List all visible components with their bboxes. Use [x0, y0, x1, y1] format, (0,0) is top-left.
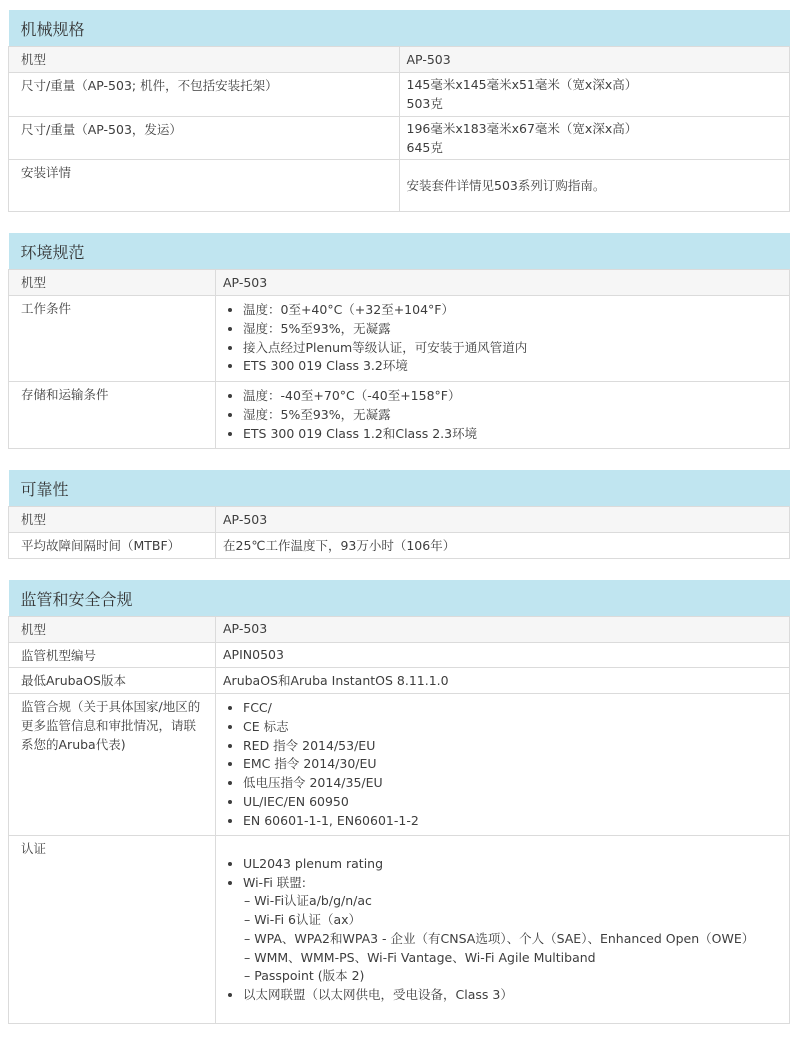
- spec-value-line: 503克: [406, 96, 443, 112]
- spec-label: 最低ArubaOS版本: [9, 668, 216, 694]
- spec-value: [216, 382, 790, 449]
- spec-row-mounting: [9, 160, 790, 212]
- spec-bullet-item: • 温度：0至+40°C（+32至+104°F）: [243, 301, 781, 320]
- spec-bullet-item: • ETS 300 019 Class 3.2环境: [243, 357, 781, 376]
- spec-row-model: [9, 507, 790, 533]
- section-title: 可靠性: [20, 480, 69, 500]
- section-header-cell: [9, 580, 790, 617]
- spec-bullet-list: [223, 301, 781, 376]
- spec-label: 尺寸/重量（AP-503，发运）: [9, 116, 400, 160]
- spec-bullet-item: • EMC 指令 2014/30/EU: [243, 755, 781, 774]
- section-header-cell: [9, 10, 790, 47]
- spec-bullet-item: • FCC/: [243, 699, 781, 718]
- section-header-row: [9, 233, 790, 270]
- spec-row-model: [9, 47, 790, 73]
- spec-table-environmental: [8, 233, 790, 449]
- spec-value: [216, 507, 790, 533]
- spec-label: 工作条件: [9, 296, 216, 382]
- spec-value: [399, 72, 790, 116]
- spec-bullet-item: • 接入点经过Plenum等级认证，可安装于通风管道内: [243, 339, 781, 358]
- spec-bullet-item: • 湿度：5%至93%，无凝露: [243, 320, 781, 339]
- section-title: 机械规格: [20, 20, 85, 39]
- spec-row-mtbf: [9, 533, 790, 559]
- spec-label: 尺寸/重量（AP-503; 机件，不包括安装托架）: [9, 72, 400, 116]
- spec-row-min-arubaos-version: [9, 668, 790, 694]
- spec-bullet-item: • 湿度：5%至93%，无凝露: [243, 406, 781, 425]
- spec-value-line: AP-503: [223, 621, 268, 637]
- spec-value-line: 在25℃工作温度下，93万小时（106年）: [223, 537, 456, 553]
- spec-sub-item: – WPA、WPA2和WPA3 - 企业（有CNSA选项）、个人（SAE）、Enhanced Open（OWE）: [244, 930, 755, 946]
- spec-label: 认证: [9, 836, 216, 1024]
- spec-table-mechanical: [8, 10, 790, 212]
- section-header-row: [9, 470, 790, 507]
- spec-value: [216, 694, 790, 836]
- spec-row-dims-shipping: [9, 116, 790, 160]
- spec-value: [216, 296, 790, 382]
- spec-table-regulatory: [8, 580, 790, 1025]
- section-header-row: [9, 10, 790, 47]
- spec-row-model: [9, 270, 790, 296]
- spec-row-certifications: [9, 836, 790, 1024]
- spec-value-line: APIN0503: [223, 647, 284, 663]
- spec-label: 机型: [9, 507, 216, 533]
- spec-label: 机型: [9, 616, 216, 642]
- spec-value: [399, 160, 790, 212]
- spec-value-line: AP-503: [223, 511, 268, 527]
- spec-value-line: ArubaOS和Aruba InstantOS 8.11.1.0: [223, 672, 449, 688]
- spec-value: [216, 642, 790, 668]
- spec-value: [216, 533, 790, 559]
- spec-label: 安装详情: [9, 160, 400, 212]
- spec-bullet-item: • RED 指令 2014/53/EU: [243, 737, 781, 756]
- spec-bullet-item: • ETS 300 019 Class 1.2和Class 2.3环境: [243, 425, 781, 444]
- spec-bullet-item: • UL2043 plenum rating: [243, 855, 781, 874]
- spec-label: 平均故障间隔时间（MTBF）: [9, 533, 216, 559]
- spec-value: [216, 616, 790, 642]
- section-header-cell: [9, 470, 790, 507]
- spec-bullet-item: • UL/IEC/EN 60950: [243, 793, 781, 812]
- spec-bullet-item: • 温度：-40至+70°C（-40至+158°F）: [243, 387, 781, 406]
- spec-label: 监管机型编号: [9, 642, 216, 668]
- spec-value-line: AP-503: [223, 274, 268, 290]
- section-title: 监管和安全合规: [20, 589, 133, 609]
- spec-label: 存储和运输条件: [9, 382, 216, 449]
- spec-sub-item: – WMM、WMM-PS、Wi-Fi Vantage、Wi-Fi Agile Multiband: [244, 949, 596, 965]
- spec-value-line: AP-503: [406, 51, 451, 67]
- spec-row-storage-transport: [9, 382, 790, 449]
- spec-row-operating: [9, 296, 790, 382]
- spec-bullet-item: • CE 标志: [243, 718, 781, 737]
- spec-row-dims-unit: [9, 72, 790, 116]
- spec-value-line: 645克: [406, 139, 443, 155]
- spec-bullet-list: [223, 699, 781, 830]
- spec-value: [399, 116, 790, 160]
- spec-label: 监管合规（关于具体国家/地区的更多监管信息和审批情况，请联系您的Aruba代表): [9, 694, 216, 836]
- spec-bullet-item: • 以太网联盟（以太网供电，受电设备，Class 3）: [243, 986, 781, 1005]
- spec-label: 机型: [9, 270, 216, 296]
- spec-value: [216, 668, 790, 694]
- spec-bullet-item: • EN 60601-1-1, EN60601-1-2: [243, 812, 781, 831]
- spec-value-line: 196毫米x183毫米x67毫米（宽x深x高）: [406, 120, 638, 136]
- spec-label: 机型: [9, 47, 400, 73]
- spec-sub-item: – Passpoint (版本 2): [244, 968, 365, 984]
- spec-row-regulatory-compliance: [9, 694, 790, 836]
- spec-value: [216, 270, 790, 296]
- spec-row-model: [9, 616, 790, 642]
- spec-bullet-item: • 低电压指令 2014/35/EU: [243, 774, 781, 793]
- spec-value-line: 安装套件详情见503系列订购指南。: [406, 178, 606, 194]
- spec-table-reliability: [8, 470, 790, 559]
- spec-row-regulatory-model-number: [9, 642, 790, 668]
- spec-sub-item: – Wi-Fi认证a/b/g/n/ac: [244, 893, 372, 909]
- spec-bullet-list: [223, 387, 781, 443]
- spec-bullet-list: [223, 855, 781, 1005]
- section-title: 环境规范: [20, 243, 85, 263]
- section-header-cell: [9, 233, 790, 270]
- spec-value-line: 145毫米x145毫米x51毫米（宽x深x高）: [406, 76, 638, 92]
- spec-bullet-item: • Wi-Fi 联盟:: [243, 874, 781, 893]
- spec-value: [216, 836, 790, 1024]
- section-header-row: [9, 580, 790, 617]
- spec-value: [399, 47, 790, 73]
- spec-sub-item: – Wi-Fi 6认证（ax）: [244, 912, 362, 927]
